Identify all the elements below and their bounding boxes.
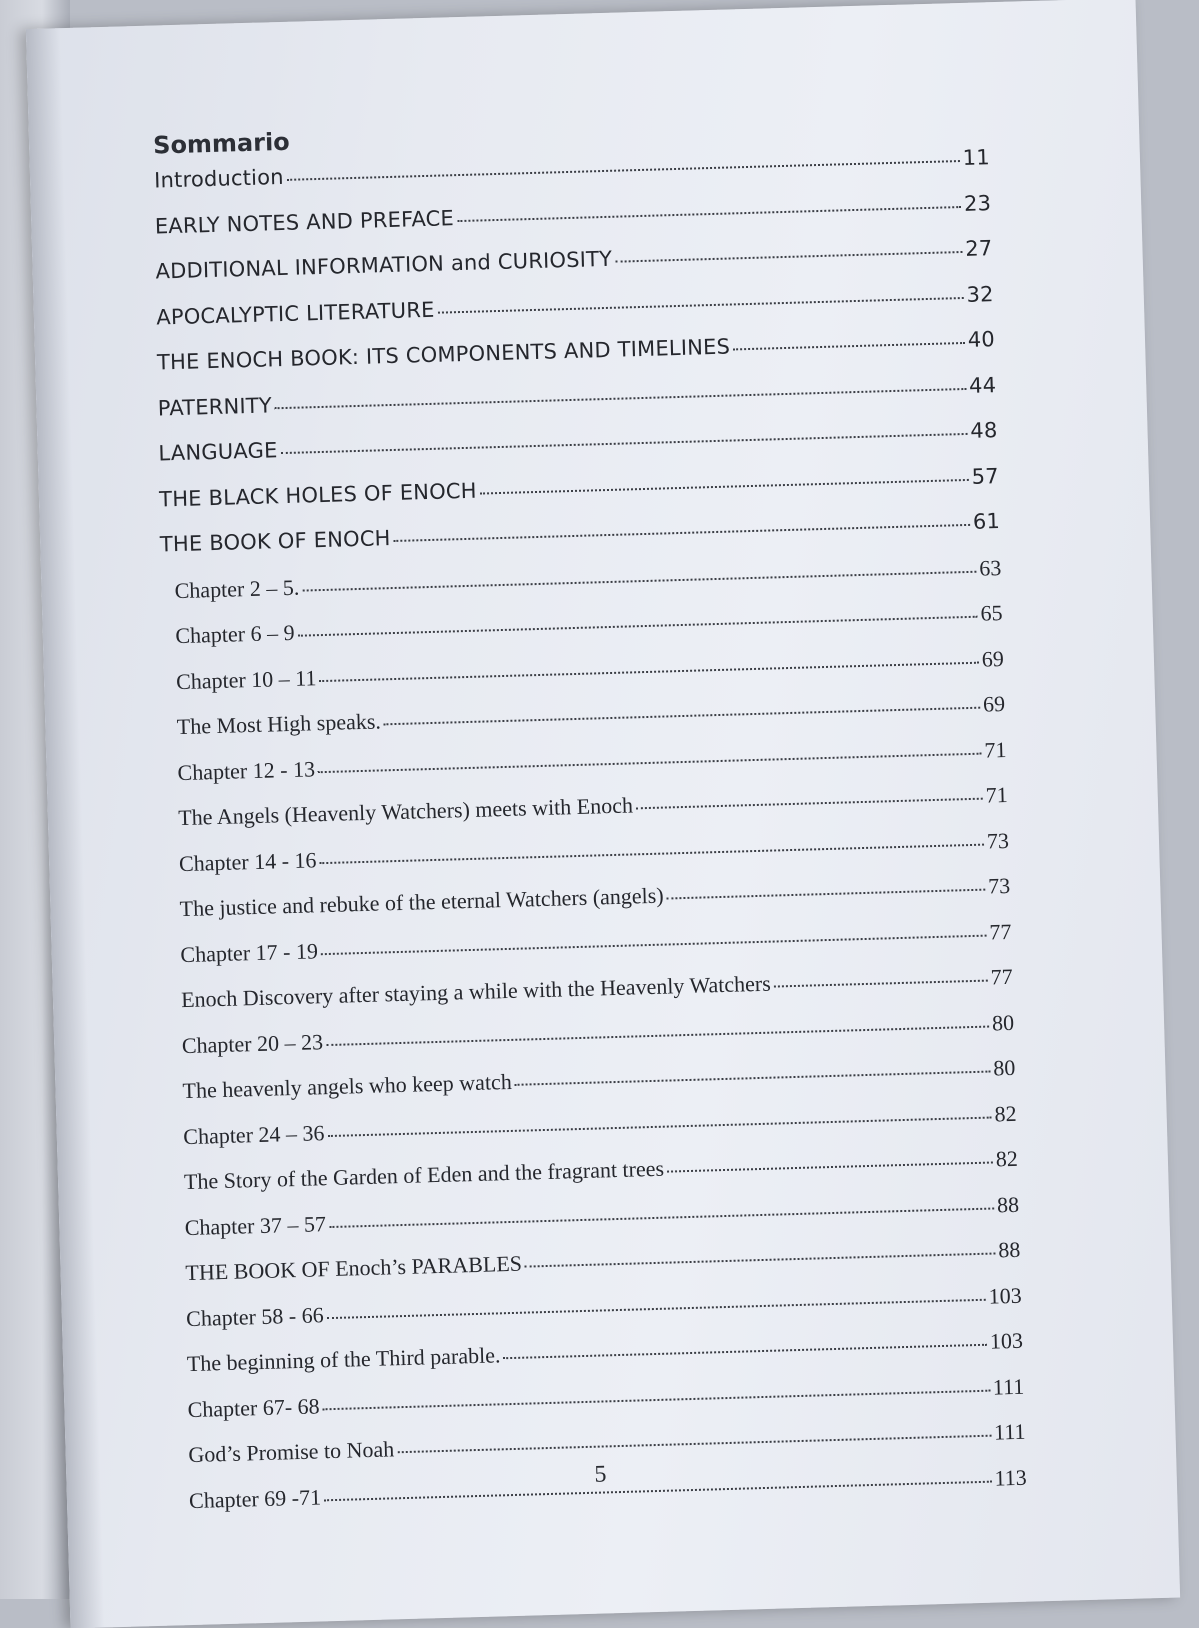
toc-leader-dots (329, 1206, 994, 1228)
toc-entry-label: Introduction (153, 164, 285, 193)
toc-entry-label: The Angels (Heavenly Watchers) meets with Enoch (177, 792, 634, 831)
toc-entry-page-number: 71 (985, 781, 1008, 808)
toc-entry-page-number: 77 (989, 918, 1012, 945)
toc-entry (158, 418, 998, 465)
toc-entry (176, 646, 1004, 695)
toc-entry (179, 873, 1010, 922)
toc-entry-label: Chapter 6 – 9 (175, 619, 295, 649)
toc-entry (175, 600, 1003, 649)
toc-entry (176, 691, 1005, 740)
toc-entry-page-number: 82 (995, 1145, 1019, 1172)
toc-entry-label: The heavenly angels who keep watch (182, 1068, 513, 1104)
toc-leader-dots (327, 1297, 986, 1318)
toc-entry-page-number: 48 (970, 418, 998, 443)
toc-entry-label: Chapter 2 – 5. (174, 574, 300, 603)
toc-entry-label: Chapter 20 – 23 (181, 1028, 324, 1058)
toc-leader-dots (515, 1070, 991, 1086)
toc-entry-label: Chapter 69 -71 (188, 1483, 322, 1513)
toc-leader-dots (384, 706, 980, 726)
toc-entry (185, 1237, 1021, 1286)
toc-entry-page-number: 61 (972, 509, 1001, 534)
toc-leader-dots (287, 159, 960, 181)
toc-entry-page-number: 113 (994, 1464, 1028, 1491)
toc-entry-page-number: 82 (994, 1100, 1017, 1126)
toc-entry-label: ADDITIONAL INFORMATION and CURIOSITY (155, 246, 613, 284)
toc-entry-label: EARLY NOTES AND PREFACE (154, 205, 455, 239)
toc-entry-page-number: 80 (992, 1054, 1016, 1081)
toc-entry-label: THE BOOK OF ENOCH (159, 526, 391, 557)
toc-entry (157, 373, 996, 420)
toc-entry (186, 1282, 1022, 1331)
toc-entry-label: Chapter 17 - 19 (180, 937, 319, 967)
toc-leader-dots (324, 1479, 992, 1501)
toc-entry-page-number: 40 (967, 327, 996, 352)
toc-entry-page-number: 73 (987, 872, 1011, 899)
toc-leader-dots (318, 751, 981, 773)
toc-leader-dots (733, 341, 965, 350)
toc-entry (187, 1373, 1024, 1422)
toc-entry-page-number: 27 (964, 236, 993, 261)
toc-leader-dots (667, 1161, 993, 1173)
toc-entry (184, 1146, 1018, 1195)
toc-leader-dots (298, 615, 978, 637)
toc-leader-dots (636, 797, 983, 810)
toc-entry-page-number: 77 (990, 963, 1014, 990)
toc-entry-page-number: 103 (988, 1282, 1022, 1309)
toc-entry (157, 327, 996, 374)
toc-entry-page-number: 32 (966, 281, 994, 307)
toc-entry (187, 1328, 1024, 1377)
toc-leader-dots (480, 477, 969, 494)
toc-entry (159, 464, 999, 511)
toc-entry-page-number: 57 (971, 463, 1000, 489)
toc-entry-page-number: 88 (997, 1236, 1021, 1263)
toc-leader-dots (281, 432, 968, 454)
toc-entry-label: THE ENOCH BOOK: ITS COMPONENTS AND TIMELINES (156, 334, 731, 375)
toc-entry-label: Chapter 37 – 57 (184, 1210, 327, 1240)
toc-entry-label: LANGUAGE (158, 438, 278, 466)
toc-entry-label: The Story of the Garden of Eden and the fragrant trees (183, 1155, 665, 1195)
toc-entry (155, 191, 992, 238)
toc-entry-page-number: 44 (968, 372, 997, 398)
toc-entry (156, 282, 994, 329)
toc-entry-page-number: 80 (991, 1009, 1015, 1035)
toc-entry-page-number: 111 (992, 1373, 1025, 1400)
toc-entry (180, 918, 1012, 967)
toc-leader-dots (319, 660, 979, 681)
toc-entry-page-number: 69 (981, 645, 1005, 672)
toc-entry-label: Enoch Discovery after staying a while with the Heavenly Watchers (180, 970, 772, 1013)
toc-leader-dots (457, 205, 961, 222)
toc-entry-page-number: 103 (989, 1327, 1024, 1354)
toc-entry-page-number: 11 (962, 145, 991, 170)
toc-entry (177, 736, 1007, 785)
toc-entry-label: Chapter 24 – 36 (182, 1119, 325, 1149)
toc-entry-label: THE BLACK HOLES OF ENOCH (158, 478, 478, 512)
toc-leader-dots (525, 1251, 996, 1267)
toc-entry-page-number: 88 (996, 1191, 1020, 1217)
toc-leader-dots (326, 1024, 989, 1046)
toc-entry (178, 782, 1008, 831)
toc-leader-dots (275, 386, 966, 408)
toc-entry (181, 964, 1013, 1013)
toc-entry (189, 1464, 1027, 1513)
toc-title: Sommario (152, 127, 291, 160)
toc-leader-dots (615, 250, 962, 263)
toc-leader-dots (667, 888, 986, 900)
toc-entry (182, 1009, 1015, 1058)
toc-entry (179, 827, 1010, 876)
toc-leader-dots (327, 1115, 991, 1137)
toc-leader-dots (774, 979, 988, 988)
toc-leader-dots (321, 933, 987, 955)
toc-entry-label: The Most High speaks. (176, 708, 382, 740)
toc-leader-dots (302, 569, 976, 591)
toc-entry-label: THE BOOK OF Enoch’s PARABLES (185, 1250, 523, 1286)
toc-entry-page-number: 71 (984, 736, 1007, 763)
toc-entry-page-number: 23 (963, 190, 992, 216)
toc-entry-page-number: 65 (980, 600, 1003, 626)
toc-entry-page-number: 73 (986, 827, 1010, 854)
toc-entry-label: APOCALYPTIC LITERATURE (155, 297, 435, 330)
toc-entry-page-number: 111 (993, 1418, 1026, 1445)
toc-leader-dots (319, 842, 984, 864)
toc-entry (184, 1191, 1019, 1240)
toc-entry-label: The beginning of the Third parable. (186, 1342, 501, 1377)
toc-leader-dots (394, 523, 970, 542)
toc-entry-label: Chapter 10 – 11 (175, 664, 317, 694)
toc-entry-page-number: 63 (978, 554, 1002, 581)
toc-entry-label: Chapter 58 - 66 (185, 1301, 324, 1331)
book-page (26, 0, 1180, 1628)
toc-leader-dots (323, 1388, 990, 1410)
toc-entry (174, 555, 1001, 604)
toc-entry-label: God’s Promise to Noah (188, 1436, 395, 1468)
toc-entry (182, 1055, 1015, 1104)
toc-entry-label: Chapter 12 - 13 (177, 755, 316, 785)
toc-entry-label: Chapter 14 - 16 (178, 846, 317, 876)
page-number: 5 (594, 1461, 607, 1488)
toc-leader-dots (397, 1434, 991, 1454)
toc-entry-page-number: 69 (982, 690, 1006, 717)
toc-leader-dots (503, 1343, 987, 1360)
toc-entry-label: PATERNITY (157, 392, 273, 421)
toc-entry-label: Chapter 67- 68 (187, 1392, 320, 1422)
toc-entry (160, 509, 1001, 556)
toc-entry (188, 1419, 1026, 1468)
toc-leader-dots (438, 295, 964, 313)
toc-entry-label: The justice and rebuke of the eternal Watchers (angels) (179, 882, 664, 922)
toc-entry (155, 236, 992, 283)
toc-entry (183, 1100, 1017, 1149)
